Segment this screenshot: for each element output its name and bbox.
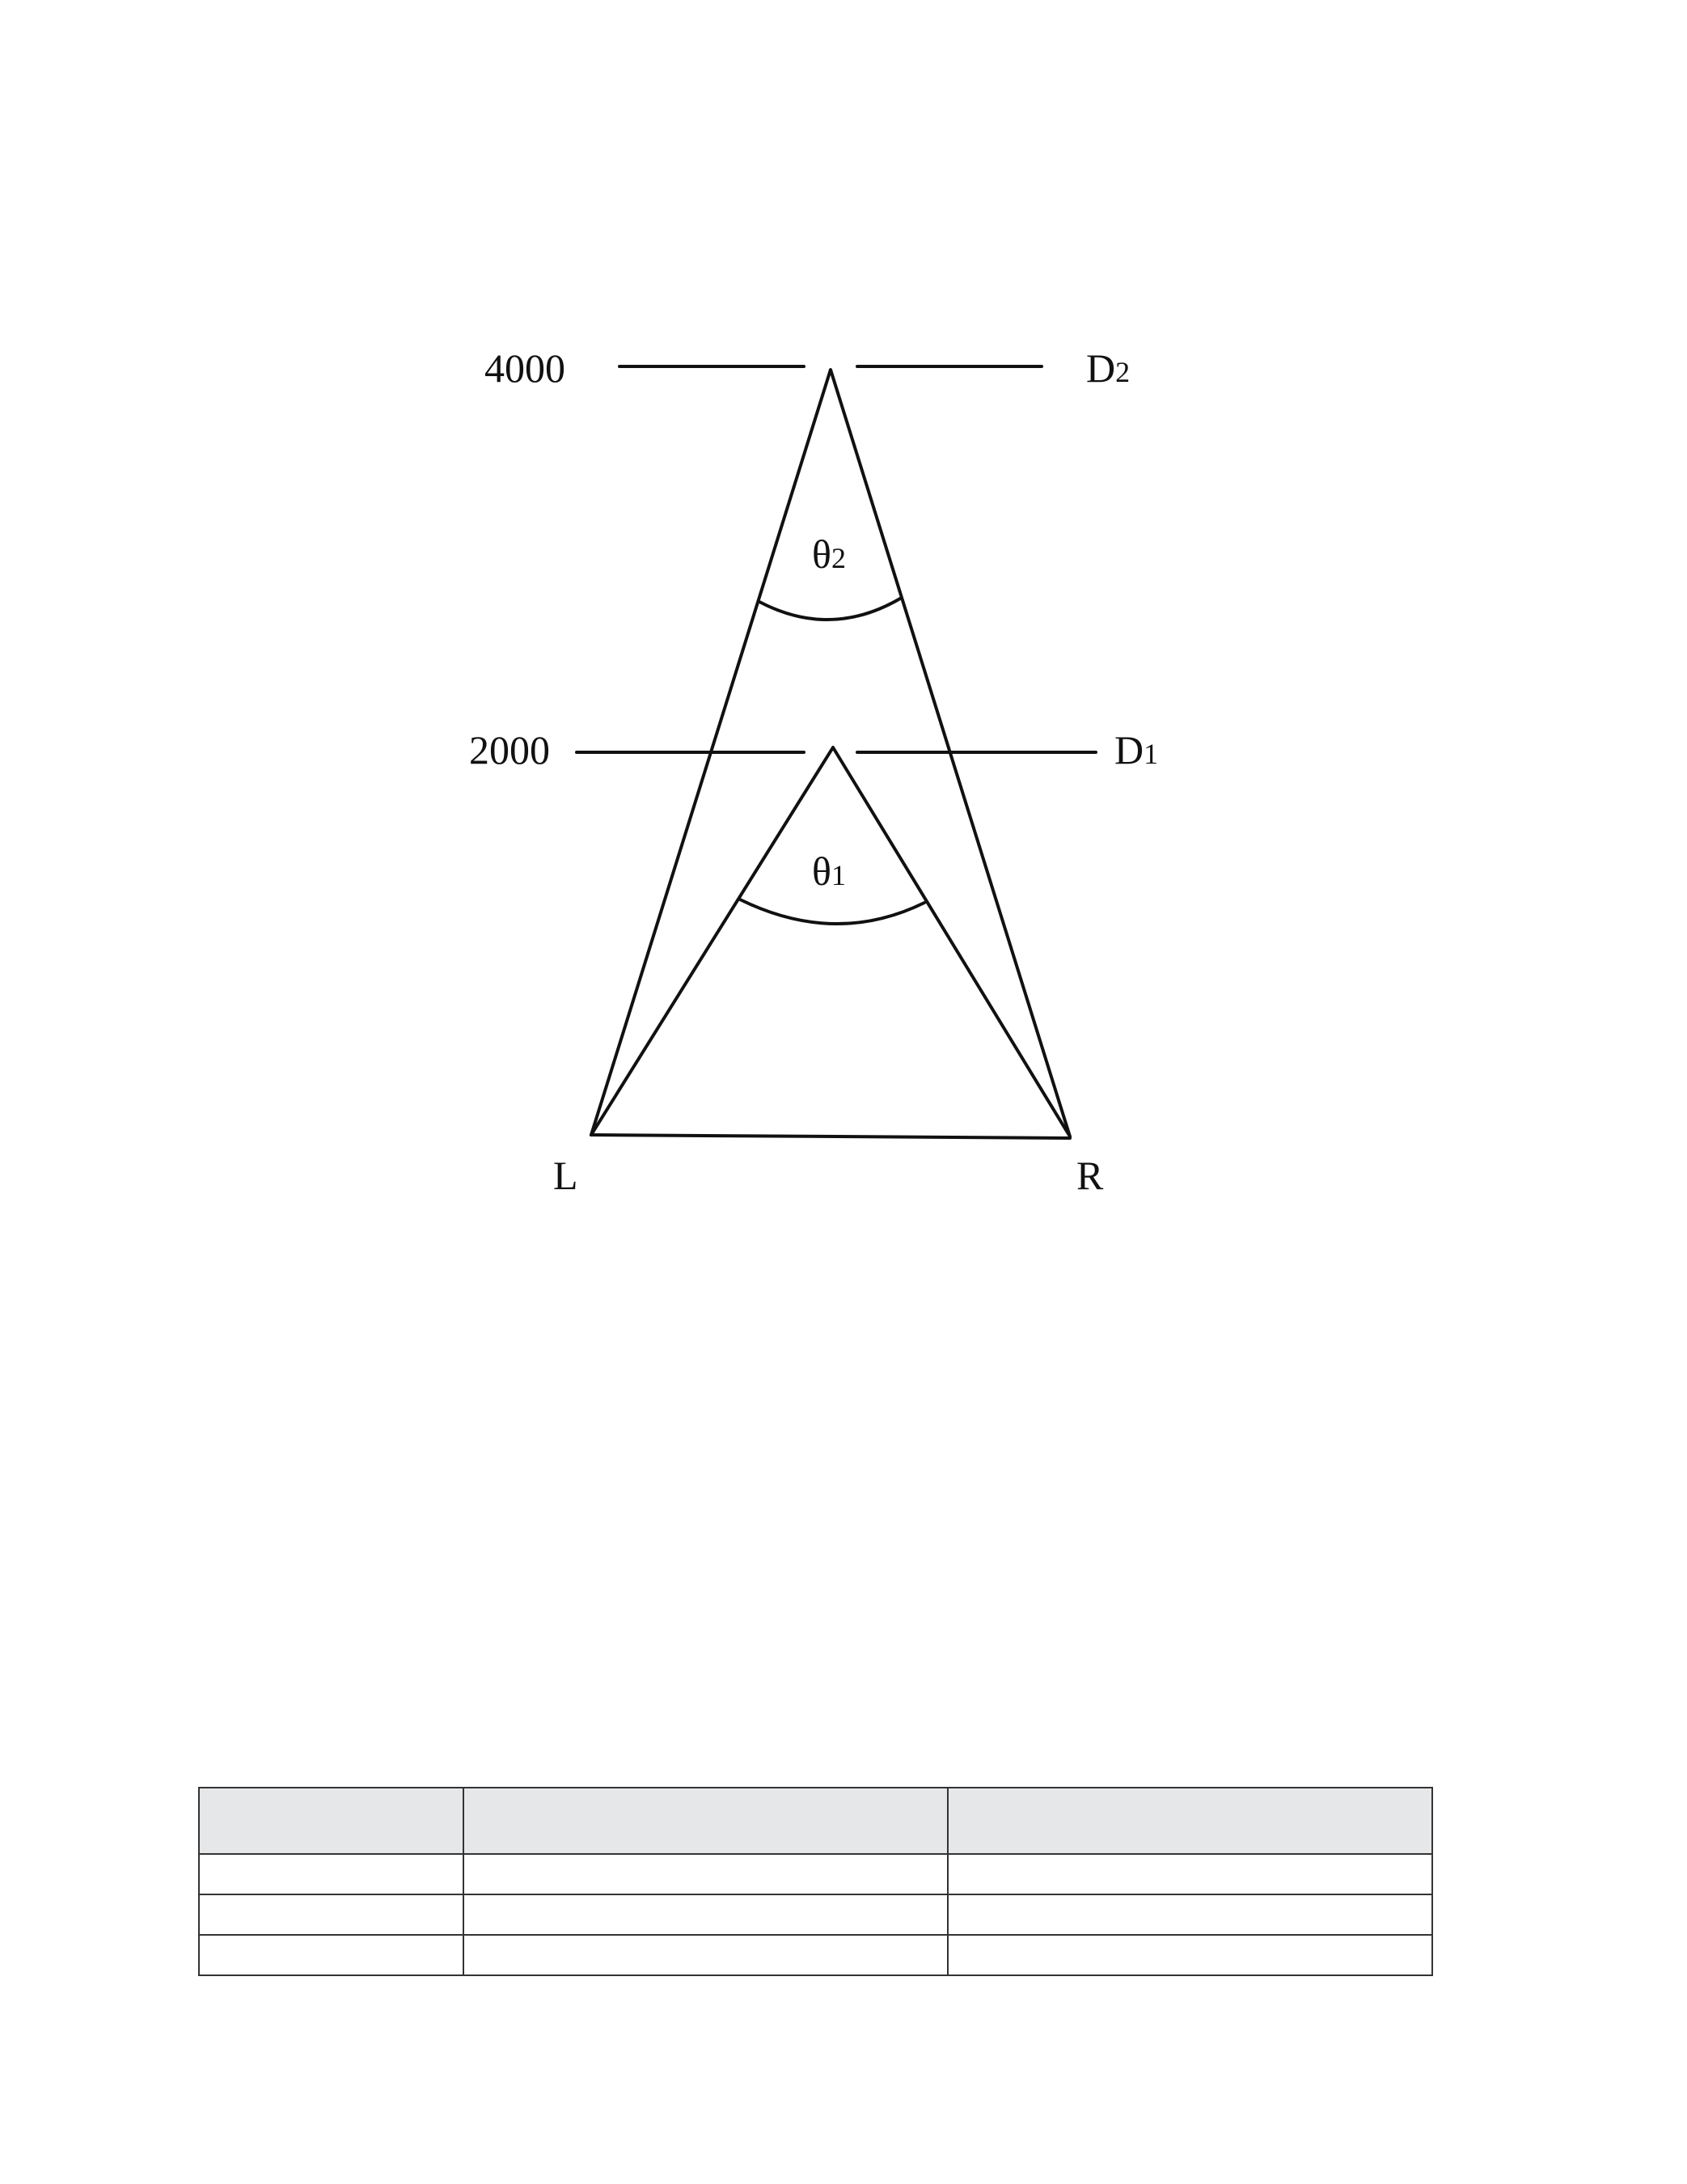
theta2-label: θ2	[812, 531, 846, 577]
d2-label: D2	[1086, 345, 1131, 391]
table-cell	[199, 1854, 463, 1894]
theta2-arc	[759, 599, 900, 620]
theta1-arc	[740, 899, 924, 924]
data-table	[198, 1787, 1433, 1976]
left-point-label: L	[553, 1153, 578, 1198]
table-cell	[463, 1935, 948, 1975]
table-header-cell	[948, 1788, 1432, 1854]
table-header-cell	[463, 1788, 948, 1854]
d1-label: D1	[1114, 727, 1159, 772]
table-cell	[948, 1854, 1432, 1894]
table-row	[199, 1894, 1432, 1935]
baseline-lr	[591, 1135, 1070, 1138]
table-row	[199, 1854, 1432, 1894]
level-2000-label: 2000	[469, 727, 550, 772]
table-row	[199, 1935, 1432, 1975]
table-header-cell	[199, 1788, 463, 1854]
table-cell	[463, 1894, 948, 1935]
table-cell	[948, 1935, 1432, 1975]
table-cell	[199, 1894, 463, 1935]
right-point-label: R	[1076, 1153, 1104, 1198]
table-cell	[948, 1894, 1432, 1935]
table-cell	[199, 1935, 463, 1975]
table-header-row	[199, 1788, 1432, 1854]
short-triangle	[591, 747, 1070, 1136]
level-4000-label: 4000	[484, 345, 565, 391]
theta1-label: θ1	[812, 849, 846, 894]
table-cell	[463, 1854, 948, 1894]
